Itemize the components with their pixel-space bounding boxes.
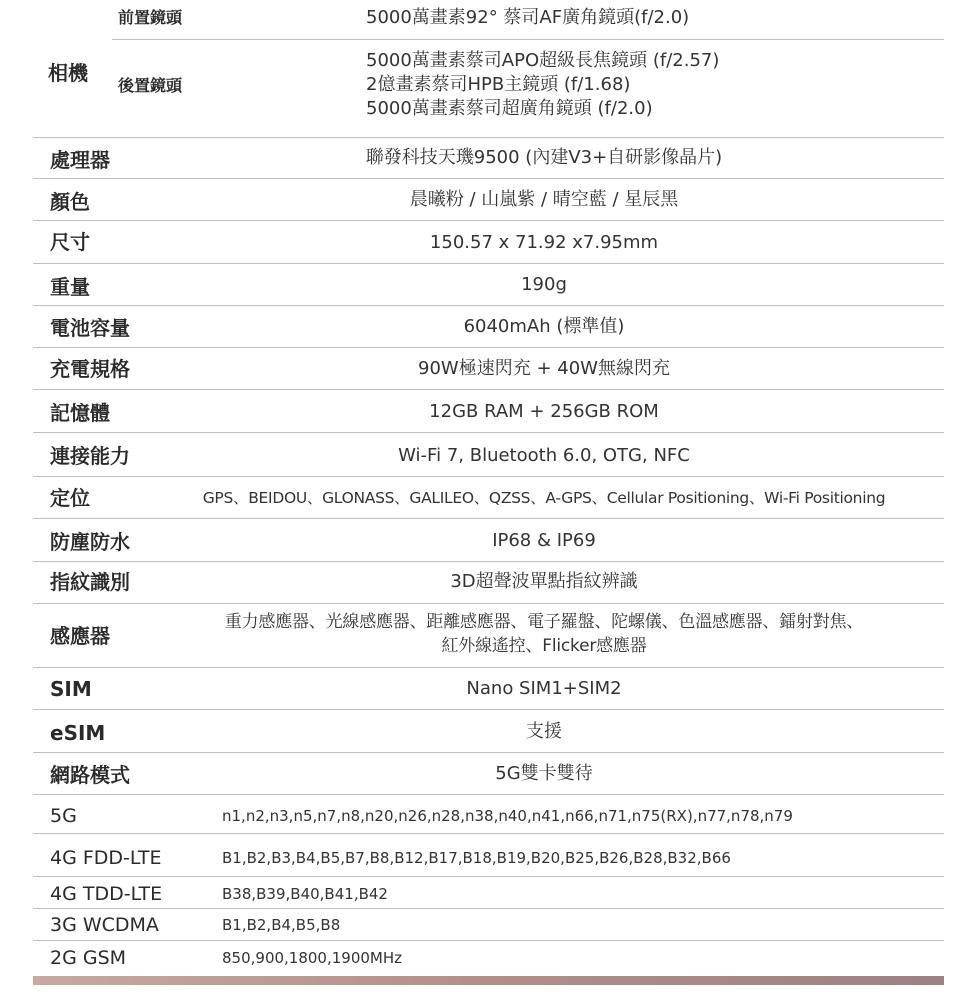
spec-label-memory: 記憶體 bbox=[50, 401, 110, 425]
spec-label-size: 尺寸 bbox=[50, 230, 90, 254]
spec-label-color: 顏色 bbox=[50, 190, 90, 214]
network-label-3g: 3G WCDMA bbox=[50, 914, 159, 936]
divider bbox=[112, 39, 944, 40]
spec-value-weight: 190g bbox=[521, 274, 567, 295]
spec-label-processor: 處理器 bbox=[50, 148, 110, 172]
spec-value-battery: 6040mAh (標準值) bbox=[463, 316, 625, 337]
network-value-4g-fdd: B1,B2,B3,B4,B5,B7,B8,B12,B17,B18,B19,B20,B25,B26,B28,B32,B66 bbox=[222, 849, 731, 867]
sensors-line: 紅外線遙控、Flicker感應器 bbox=[441, 636, 647, 656]
network-label-2g: 2G GSM bbox=[50, 947, 127, 969]
rear-camera-line: 2億畫素蔡司HPB主鏡頭 (f/1.68) bbox=[366, 74, 631, 95]
divider bbox=[33, 709, 944, 710]
spec-label-sensors: 感應器 bbox=[50, 624, 110, 648]
rear-camera-values bbox=[366, 49, 719, 121]
divider bbox=[33, 476, 944, 477]
rear-camera-line: 5000萬畫素蔡司APO超級長焦鏡頭 (f/2.57) bbox=[366, 50, 720, 71]
spec-label-battery: 電池容量 bbox=[50, 316, 130, 340]
divider bbox=[33, 137, 944, 138]
spec-value-connectivity: Wi-Fi 7, Bluetooth 6.0, OTG, NFC bbox=[398, 445, 690, 466]
spec-value-memory: 12GB RAM + 256GB ROM bbox=[429, 401, 659, 422]
network-label-4g-fdd: 4G FDD-LTE bbox=[50, 847, 162, 869]
spec-value-sensors bbox=[144, 610, 944, 658]
network-value-4g-tdd: B38,B39,B40,B41,B42 bbox=[222, 885, 388, 903]
divider bbox=[33, 940, 944, 941]
divider bbox=[33, 908, 944, 909]
spec-label-positioning: 定位 bbox=[50, 486, 90, 510]
sensors-line: 重力感應器、光線感應器、距離感應器、電子羅盤、陀螺儀、色溫感應器、鐳射對焦、 bbox=[224, 612, 864, 632]
spec-value-positioning: GPS、BEIDOU、GLONASS、GALILEO、QZSS、A-GPS、Cellular Positioning、Wi-Fi Positioning bbox=[202, 489, 886, 507]
network-label-4g-tdd: 4G TDD-LTE bbox=[50, 883, 163, 905]
front-camera-label: 前置鏡頭 bbox=[118, 8, 183, 27]
camera-label: 相機 bbox=[48, 61, 88, 85]
network-value-3g: B1,B2,B4,B5,B8 bbox=[222, 916, 341, 934]
spec-label-charging: 充電規格 bbox=[50, 357, 130, 381]
spec-label-network-mode: 網路模式 bbox=[50, 763, 130, 787]
divider bbox=[33, 561, 944, 562]
spec-label-fingerprint: 指紋識別 bbox=[50, 570, 130, 594]
divider bbox=[33, 432, 944, 433]
spec-value-sim: Nano SIM1+SIM2 bbox=[466, 678, 622, 699]
divider bbox=[33, 389, 944, 390]
network-value-5g: n1,n2,n3,n5,n7,n8,n20,n26,n28,n38,n40,n41,n66,n71,n75(RX),n77,n78,n79 bbox=[222, 807, 793, 825]
spec-value-fingerprint: 3D超聲波單點指紋辨識 bbox=[450, 571, 638, 592]
divider bbox=[33, 220, 944, 221]
spec-value-color: 晨曦粉 / 山嵐紫 / 晴空藍 / 星辰黑 bbox=[409, 189, 679, 210]
network-label-5g: 5G bbox=[50, 805, 77, 827]
divider bbox=[33, 833, 944, 834]
spec-label-weight: 重量 bbox=[50, 275, 90, 299]
footer-accent-bar bbox=[33, 976, 944, 985]
spec-label-waterproof: 防塵防水 bbox=[50, 530, 130, 554]
spec-value-network-mode: 5G雙卡雙待 bbox=[495, 763, 593, 784]
spec-label-sim: SIM bbox=[50, 677, 92, 701]
divider bbox=[33, 263, 944, 264]
spec-value-esim: 支援 bbox=[526, 721, 562, 742]
rear-camera-label: 後置鏡頭 bbox=[118, 76, 183, 95]
spec-value-waterproof: IP68 & IP69 bbox=[492, 530, 596, 551]
spec-value-size: 150.57 x 71.92 x7.95mm bbox=[429, 232, 659, 253]
divider bbox=[33, 794, 944, 795]
spec-label-connectivity: 連接能力 bbox=[50, 444, 130, 468]
divider bbox=[33, 305, 944, 306]
divider bbox=[33, 178, 944, 179]
divider bbox=[33, 518, 944, 519]
divider bbox=[33, 603, 944, 604]
spec-label-esim: eSIM bbox=[50, 721, 106, 745]
spec-value-processor: 聯發科技天璣9500 (內建V3+自研影像晶片) bbox=[365, 147, 723, 168]
spec-value-charging: 90W極速閃充 + 40W無線閃充 bbox=[418, 358, 670, 379]
divider bbox=[33, 876, 944, 877]
divider bbox=[33, 667, 944, 668]
rear-camera-line: 5000萬畫素蔡司超廣角鏡頭 (f/2.0) bbox=[366, 98, 653, 119]
network-value-2g: 850,900,1800,1900MHz bbox=[222, 949, 403, 967]
divider bbox=[33, 347, 944, 348]
front-camera-value: 5000萬畫素92° 蔡司AF廣角鏡頭(f/2.0) bbox=[366, 7, 690, 28]
divider bbox=[33, 752, 944, 753]
